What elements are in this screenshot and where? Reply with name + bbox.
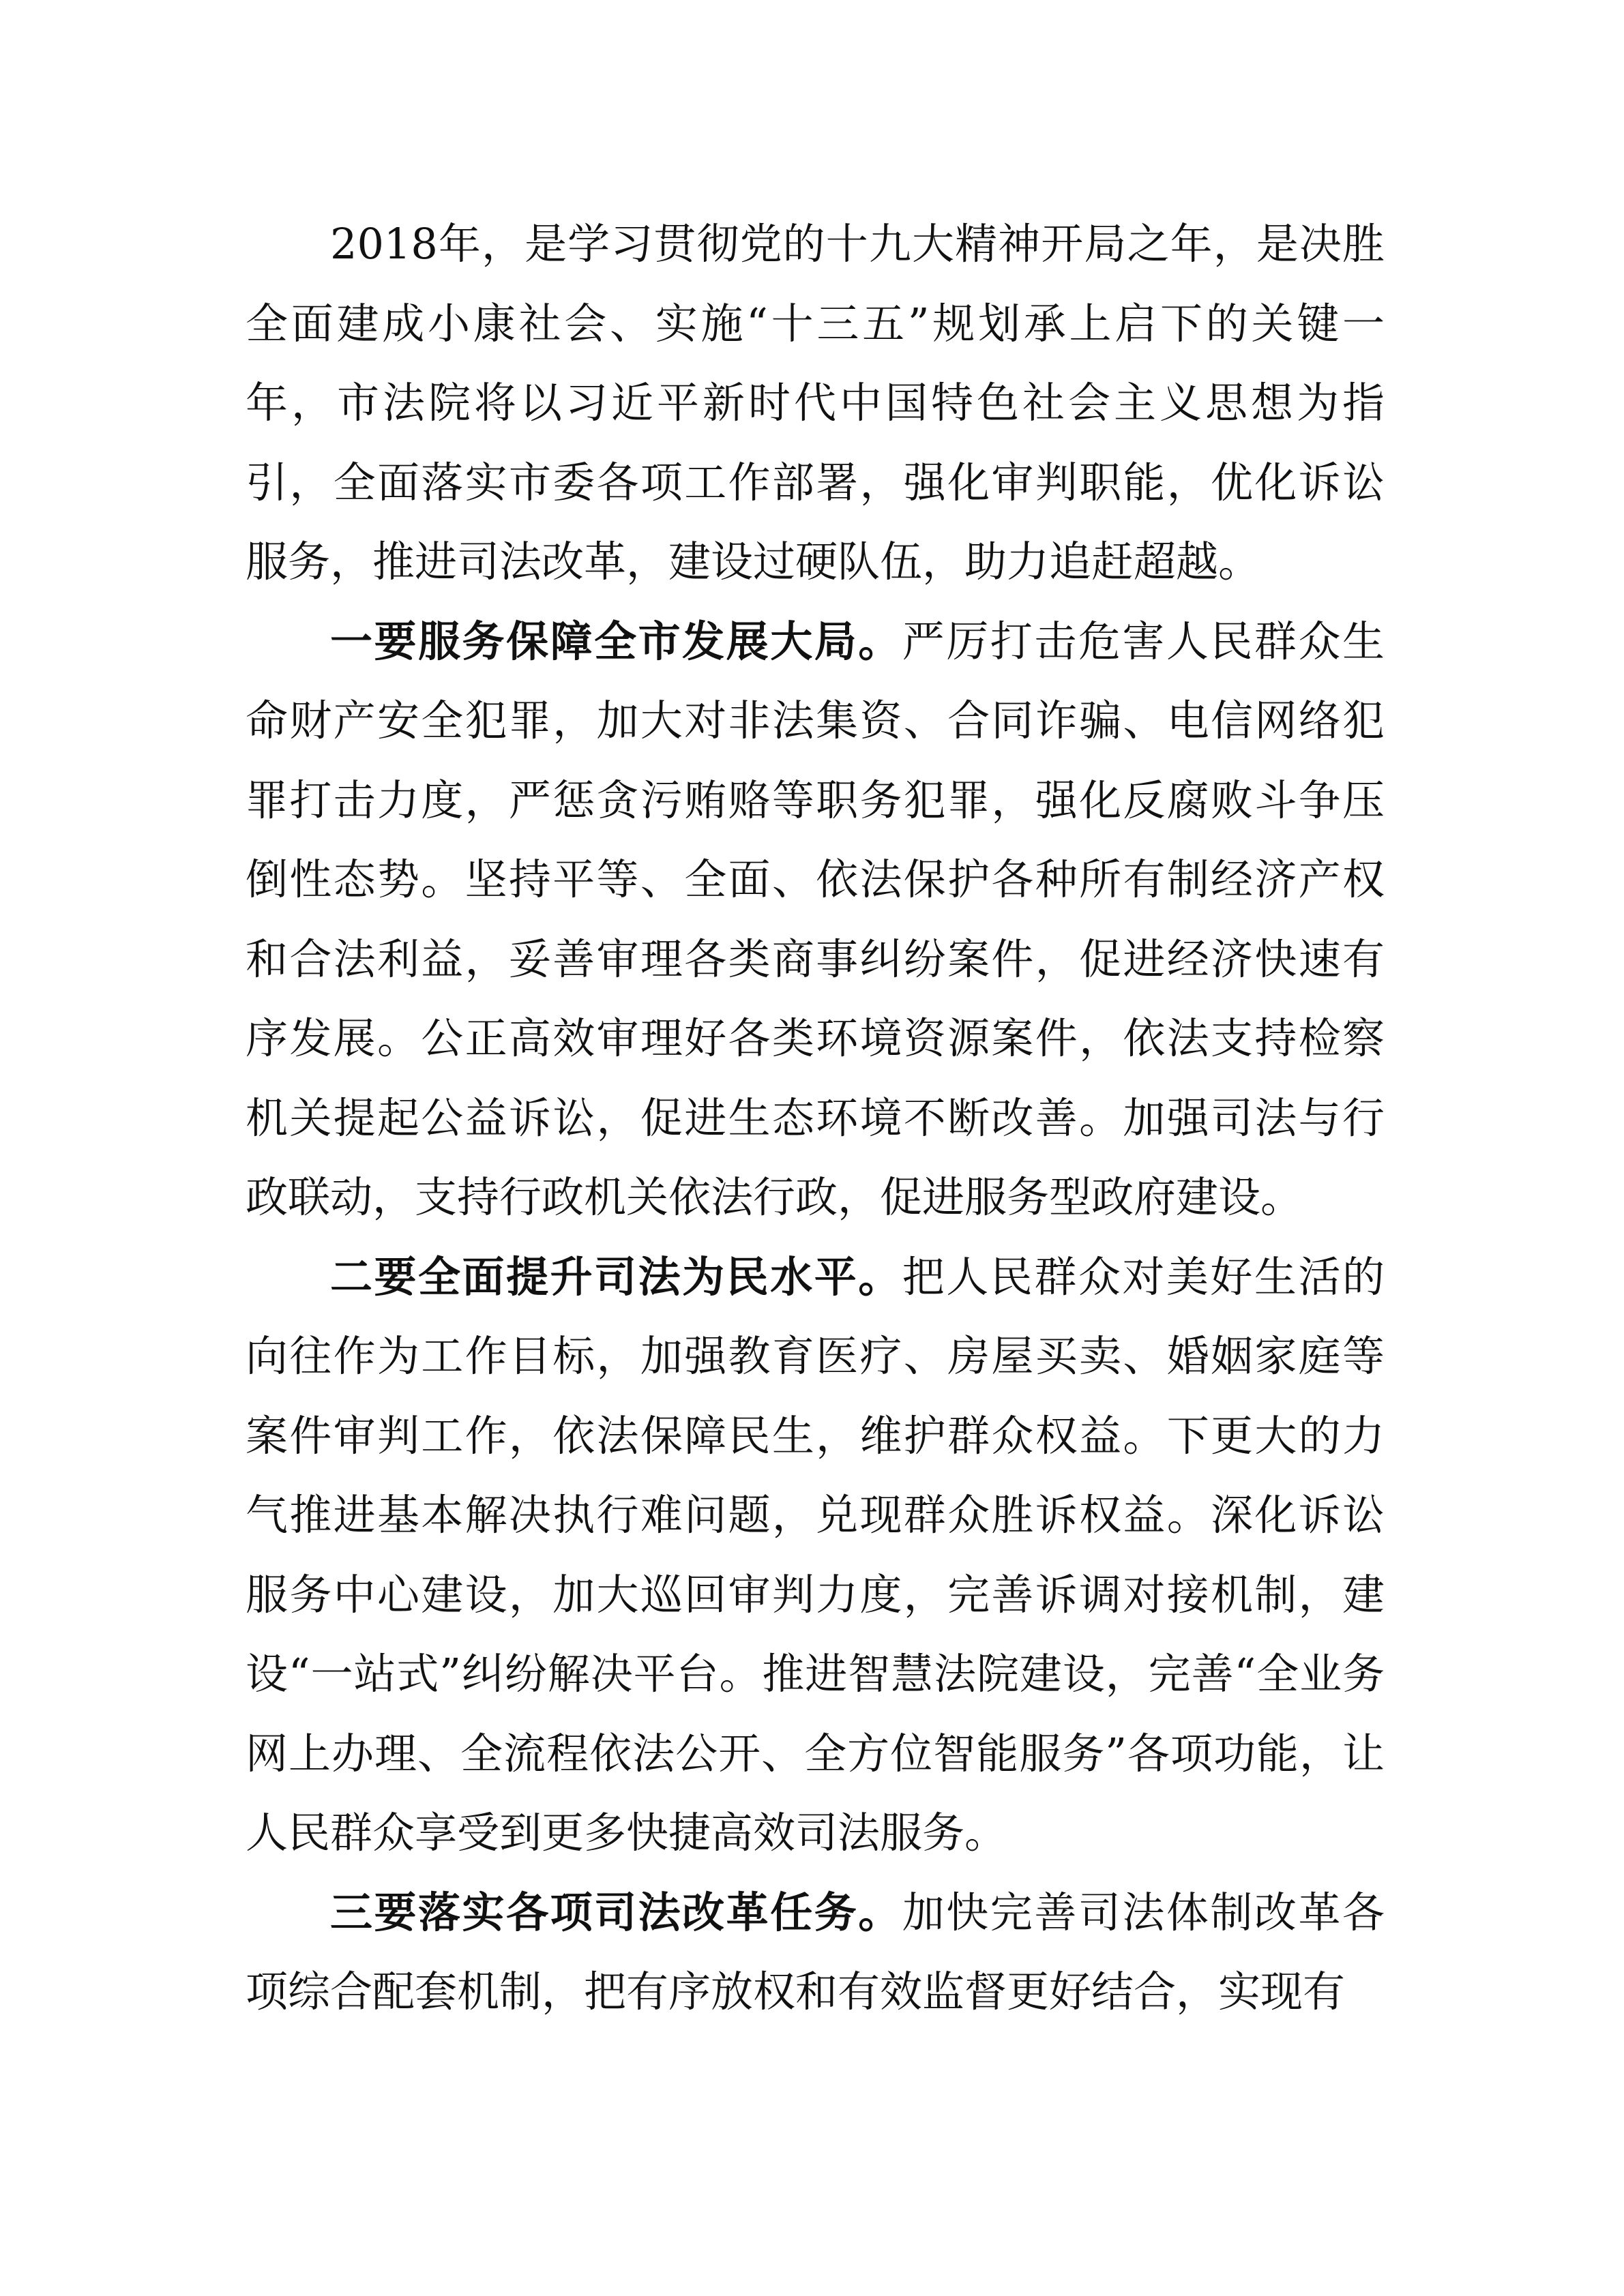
paragraph-point-3 xyxy=(246,1873,1385,2032)
paragraph-text: 2018年，是学习贯彻党的十九大精神开局之年，是决胜全面建成小康社会、实施“十三五”规划承上启下的关键一年，市法院将以习近平新时代中国特色社会主义思想为指引，全面落实市委各项工作部署，强化审判职能，优化诉讼服务，推进司法改革，建设过硬队伍，助力追赶超越。 xyxy=(246,219,1385,586)
document-body xyxy=(246,205,1385,2032)
paragraph-lead: 二要全面提升司法为民水平。 xyxy=(330,1251,902,1302)
paragraph-point-1 xyxy=(246,602,1385,1238)
paragraph-lead: 三要落实各项司法改革任务。 xyxy=(330,1887,902,1937)
paragraph-intro xyxy=(246,205,1385,602)
paragraph-text: 把人民群众对美好生活的向往作为工作目标，加强教育医疗、房屋买卖、婚姻家庭等案件审判工作，依法保障民生，维护群众权益。下更大的力气推进基本解决执行难问题，兑现群众胜诉权益。深化诉讼服务中心建设，加大巡回审判力度，完善诉调对接机制，建设“一站式”纠纷解决平台。推进智慧法院建设，完善“全业务网上办理、全流程依法公开、全方位智能服务”各项功能，让人民群众享受到更多快捷高效司法服务。 xyxy=(246,1251,1385,1858)
paragraph-text: 严厉打击危害人民群众生命财产安全犯罪，加大对非法集资、合同诈骗、电信网络犯罪打击力度，严惩贪污贿赂等职务犯罪，强化反腐败斗争压倒性态势。坚持平等、全面、依法保护各种所有制经济产权和合法利益，妥善审理各类商事纠纷案件，促进经济快速有序发展。公正高效审理好各类环境资源案件，依法支持检察机关提起公益诉讼，促进生态环境不断改善。加强司法与行政联动，支持行政机关依法行政，促进服务型政府建设。 xyxy=(246,616,1385,1222)
paragraph-point-2 xyxy=(246,1238,1385,1873)
paragraph-text: 加快完善司法体制改革各项综合配套机制，把有序放权和有效监督更好结合，实现有 xyxy=(246,1887,1385,2016)
paragraph-lead: 一要服务保障全市发展大局。 xyxy=(330,616,902,666)
